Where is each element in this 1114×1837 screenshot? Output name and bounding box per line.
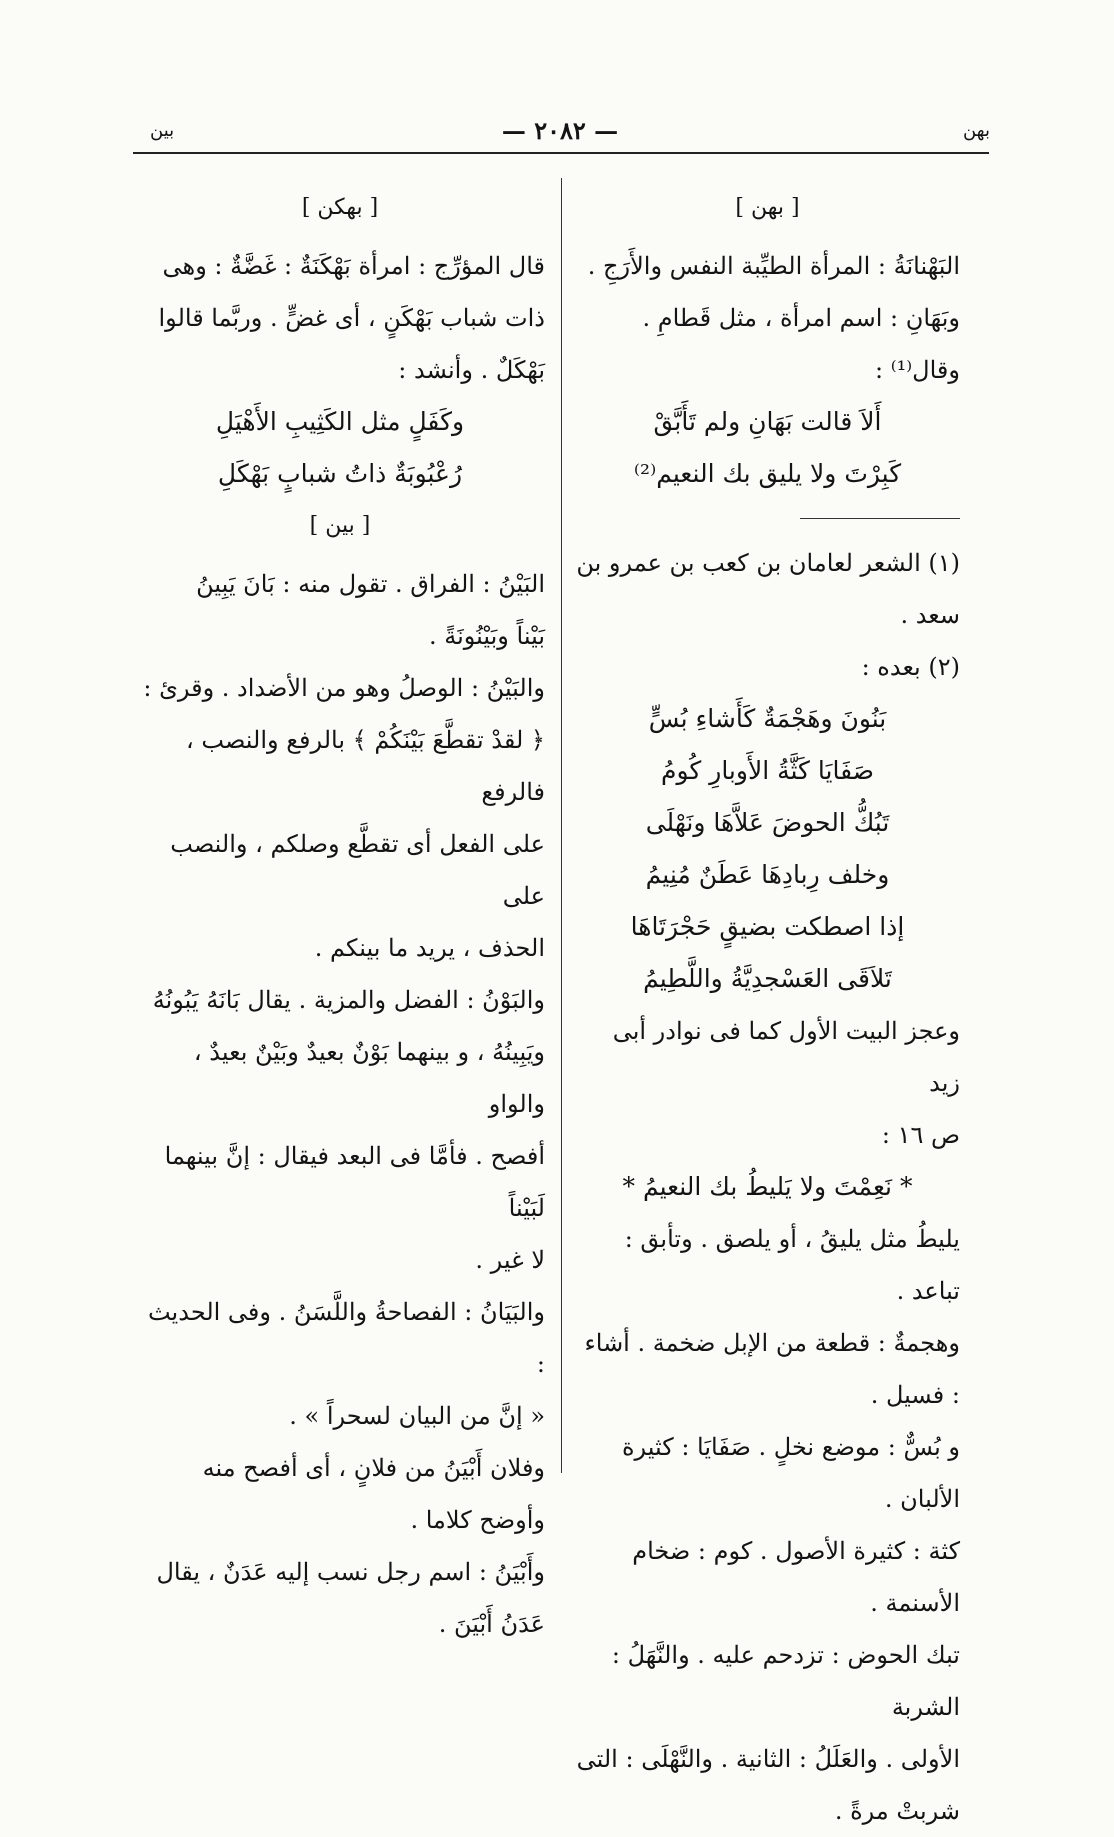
entry-line: البَهْنانَةُ : المرأة الطيِّبة النفس والأَرَجِ . — [587, 252, 960, 280]
entry-line: لا غير . — [475, 1246, 545, 1274]
verse-line: أَلاَ قالت بَهَانِ ولم تَأَبَّقْ — [653, 407, 882, 436]
footnote-verse-line: إذا اصطكت بضيقٍ حَجْرَتَاهَا — [630, 912, 905, 941]
footnote-line: تبك الحوض : تزدحم عليه . والنَّهَلُ : الشربة — [611, 1641, 960, 1721]
footnote-line: وهجمةٌ : قطعة من الإبل ضخمة . أشاء : فسيل . — [584, 1329, 960, 1409]
entry-line: وفلان أَبْيَنُ من فلانٍ ، أى أفصح منه — [202, 1454, 545, 1482]
entry-line: ﴿ لقدْ تقطَّعَ بَيْنَكُمْ ﴾ بالرفع والنصب ، فالرفع — [186, 726, 545, 806]
header-right-word: بهن — [962, 120, 990, 141]
entry-line: بَيْناً وبَيْنُونَةً . — [428, 622, 545, 650]
verse-line: وكَفَلٍ مثل الكَثِيبِ الأَهْيَلِ — [215, 407, 465, 436]
footnote-verse-line: صَفَايَا كَثَّةُ الأَوبارِ كُومُ — [661, 756, 874, 785]
entry-line: وأوضح كلاما . — [410, 1506, 545, 1534]
entry-line: الحذف ، يريد ما بينكم . — [314, 934, 545, 962]
header-left-word: بين — [150, 120, 175, 141]
entry-line: بَهْكَلٌ . وأنشد : — [398, 356, 545, 384]
page-header — [130, 116, 990, 154]
header-rule — [133, 152, 989, 154]
footnote-verse-line: تَبُكُّ الحوضَ عَلاَّهَا ونَهْلَى — [645, 808, 890, 837]
entry-line: عَدَنُ أَبْيَنَ . — [438, 1610, 545, 1638]
footnote-line: و بُسٌّ : موضع نخلٍ . صَفَايَا : كثيرة الألبان . — [621, 1433, 960, 1513]
entry-line: والبَيْنُ : الوصلُ وهو من الأضداد . وقرئ : — [143, 674, 545, 702]
entry-line: البَيْنُ : الفراق . تقول منه : بَانَ يَبِينُ — [196, 570, 545, 598]
column-divider — [561, 178, 562, 1473]
footnote-line: يليطُ مثل يليقُ ، أو يلصق . وتأبق : تباعد . — [624, 1225, 960, 1305]
entry-line: وأَبْيَنُ : اسم رجل نسب إليه عَدَنٌ ، يقال — [156, 1558, 545, 1586]
footnote-verse-line: وخلف رِبادِهَا عَطَنٌ مُنِيمُ — [645, 860, 890, 889]
entry-line: « إنَّ من البيان لسحراً » . — [289, 1402, 545, 1430]
footnote-line: ص ١٦ : — [881, 1121, 960, 1149]
footnote-verse-line: تَلاَقَى العَسْجدِيَّةُ واللَّطِيمُ — [643, 964, 892, 993]
entry-line: قال المؤرِّج : امرأة بَهْكَنَةٌ : غَضَّةٌ : وهى — [162, 252, 545, 280]
entry-line: ويَبِينُهُ ، و بينهما بَوْنٌ بعيدٌ وبَيْنٌ بعيدٌ ، والواو — [193, 1038, 545, 1118]
entry-line: أفصح . فأمَّا فى البعد فيقال : إنَّ بينهما لَبَيْناً — [164, 1142, 545, 1222]
entry-line: وبَهَانِ : اسم امرأة ، مثل قَطامِ . وقال⁽¹⁾ : — [642, 304, 960, 384]
footnote-line: الأولى . والعَلَلُ : الثانية . والنَّهْلَى : التى — [576, 1745, 960, 1773]
verse-line: كَبِرْتَ ولا يليق بك النعيم⁽²⁾ — [633, 459, 902, 488]
right-column — [575, 182, 960, 1837]
footnote-line: كثة : كثيرة الأصول . كوم : ضخام الأسنمة . — [632, 1537, 960, 1617]
footnote-1: (١) الشعر لعامان بن كعب بن عمرو بن سعد . — [576, 549, 960, 629]
verse-line: رُعْبُوبَةٌ ذاتُ شبابٍ بَهْكَلِ — [217, 459, 463, 488]
footnote-rule — [800, 518, 960, 519]
left-column — [135, 182, 545, 1650]
footnote-line: شربتْ مرةً . — [834, 1797, 960, 1825]
footnote-verse-line: بَنُونَ وهَجْمَةٌ كَأَشاءِ بُسٍّ — [648, 704, 887, 733]
footnote-quote: * نَعِمْتَ ولا يَليطُ بك النعيمُ * — [622, 1172, 913, 1201]
headword-bhn: [ بهن ] — [735, 195, 800, 220]
entry-line: والبَوْنُ : الفضل والمزية . يقال بَانَهُ يَبُونُهُ — [152, 986, 545, 1014]
entry-line: والبَيَانُ : الفصاحةُ واللَّسَنُ . وفى الحديث : — [147, 1298, 545, 1378]
footnote-line: وعجز البيت الأول كما فى نوادر أبى زيد — [612, 1017, 960, 1097]
entry-line: ذات شباب بَهْكَنٍ ، أى غضٍّ . وربَّما قالوا — [158, 304, 545, 332]
entry-line: على الفعل أى تقطَّع وصلكم ، والنصب على — [170, 830, 545, 910]
headword-byn: [ بين ] — [309, 513, 371, 538]
page-number: — ٢٠٨٢ — — [501, 116, 619, 145]
headword-bhkn: [ بهكن ] — [301, 195, 379, 220]
footnote-2: (٢) بعده : — [861, 653, 960, 681]
